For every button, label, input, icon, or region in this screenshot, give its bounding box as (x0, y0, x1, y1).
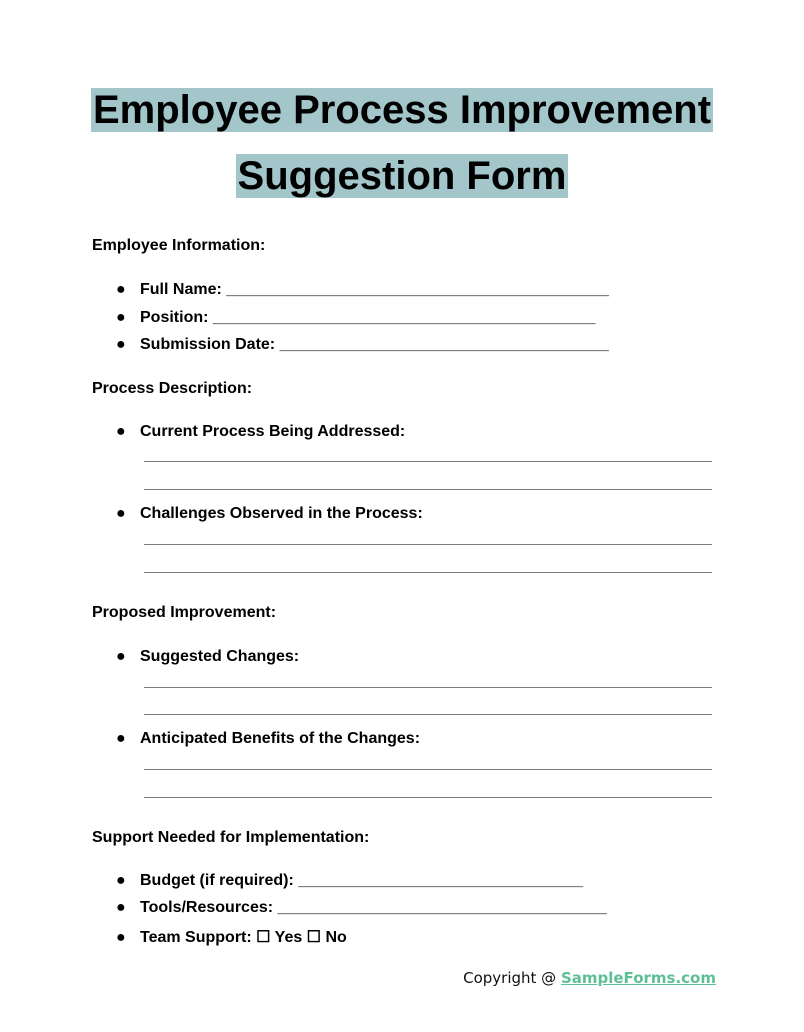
bullet-icon: ● (116, 505, 126, 522)
field-position[interactable]: ● Position: ___________________________________________ (116, 309, 596, 326)
copyright-footer: Copyright @ SampleForms.com (463, 969, 716, 987)
form-title-line-1: Employee Process Improvement (92, 88, 712, 132)
bullet-icon: ● (116, 872, 126, 889)
section-heading-support: Support Needed for Implementation: (92, 829, 370, 846)
answer-line-benefits-2[interactable] (144, 797, 712, 798)
bullet-icon: ● (116, 929, 126, 946)
answer-line-challenges-1[interactable] (144, 544, 712, 545)
field-tools-resources[interactable]: ● Tools/Resources: _____________________________________ (116, 899, 607, 916)
bullet-icon: ● (116, 309, 126, 326)
section-heading-employee-info: Employee Information: (92, 237, 266, 254)
bullet-icon: ● (116, 899, 126, 916)
item-current-process: ● Current Process Being Addressed: (116, 423, 406, 440)
answer-line-challenges-2[interactable] (144, 572, 712, 573)
bullet-icon: ● (116, 423, 126, 440)
form-title-line-2: Suggestion Form (237, 154, 567, 198)
sampleforms-link[interactable]: SampleForms.com (560, 969, 716, 987)
answer-line-suggested-changes-1[interactable] (144, 687, 712, 688)
field-submission-date[interactable]: ● Submission Date: _____________________________________ (116, 336, 609, 353)
section-heading-process-description: Process Description: (92, 380, 253, 397)
item-suggested-changes: ● Suggested Changes: (116, 648, 300, 665)
section-heading-proposed-improvement: Proposed Improvement: (92, 604, 277, 621)
answer-line-suggested-changes-2[interactable] (144, 714, 712, 715)
bullet-icon: ● (116, 336, 126, 353)
item-anticipated-benefits: ● Anticipated Benefits of the Changes: (116, 730, 421, 747)
answer-line-current-process-1[interactable] (144, 461, 712, 462)
bullet-icon: ● (116, 730, 126, 747)
answer-line-current-process-2[interactable] (144, 489, 712, 490)
answer-line-benefits-1[interactable] (144, 769, 712, 770)
item-challenges: ● Challenges Observed in the Process: (116, 505, 423, 522)
field-full-name[interactable]: ● Full Name: ___________________________________________ (116, 281, 609, 298)
field-budget[interactable]: ● Budget (if required): ________________________________ (116, 872, 583, 889)
field-team-support[interactable]: ● Team Support: ☐ Yes ☐ No (116, 929, 347, 946)
bullet-icon: ● (116, 281, 126, 298)
bullet-icon: ● (116, 648, 126, 665)
